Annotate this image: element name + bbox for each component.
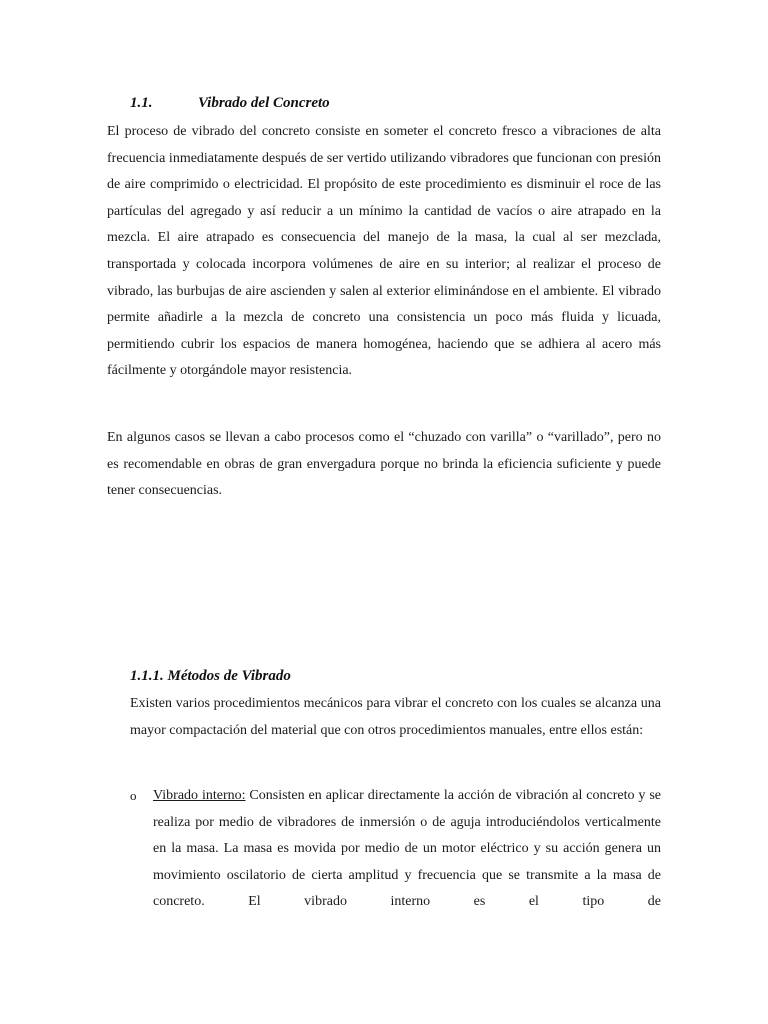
subsection-intro-paragraph: Existen varios procedimientos mecánicos para vibrar el concreto con los cuales se alcanza una mayor compactación del material que con otros procedimientos manuales, entre ellos están:: [130, 696, 661, 738]
section-paragraph-1: El proceso de vibrado del concreto consiste en someter el concreto fresco a vibraciones de alta frecuencia inmediatamente después de ser vertido utilizando vibradores que funcionan con presión de aire comprimido o electricidad. El propósito de este procedimiento es disminuir el roce de las partículas del agregado y así reducir a un mínimo la cantidad de vacíos o aire atrapado en la mezcla. El aire atrapado es consecuencia del manejo de la masa, la cual al ser mezclada, transportada y colocada incorpora volúmenes de aire en su interior; al realizar el proceso de vibrado, las burbujas de aire ascienden y salen al exterior eliminándose en el ambiente. El vibrado permite añadirle a la mezcla de concreto una consistencia un poco más fluida y licuada, permitiendo cubrir los espacios de manera homogénea, haciendo que se adhiera al acero más fácilmente y otorgándole mayor resistencia.: [107, 124, 661, 379]
bullet-text: [153, 783, 661, 916]
section-number: 1.1.: [130, 95, 153, 111]
section-title: Vibrado del Concreto: [198, 95, 330, 111]
bullet-body: Consisten en aplicar directamente la acción de vibración al concreto y se realiza por medio de vibradores de inmersión o de aguja introduciéndolos verticalmente en la masa. La masa es movida por medio de un motor eléctrico y su acción genera un movimiento oscilatorio de cierta amplitud y frecuencia que se transmite a la masa de concreto. El vibrado interno es el tipo de: [153, 788, 661, 910]
section-paragraph-2: En algunos casos se llevan a cabo procesos como el “chuzado con varilla” o “varillado”, pero no es recomendable en obras de gran envergadura porque no brinda la eficiencia suficiente y puede tener consecuencias.: [107, 430, 661, 499]
section-heading: [130, 94, 330, 112]
bullet-marker: o: [130, 788, 137, 803]
subsection-heading: 1.1.1. Métodos de Vibrado: [130, 668, 291, 684]
bullet-item-vibrado-interno: [130, 783, 661, 943]
bullet-term: Vibrado interno:: [153, 788, 246, 803]
